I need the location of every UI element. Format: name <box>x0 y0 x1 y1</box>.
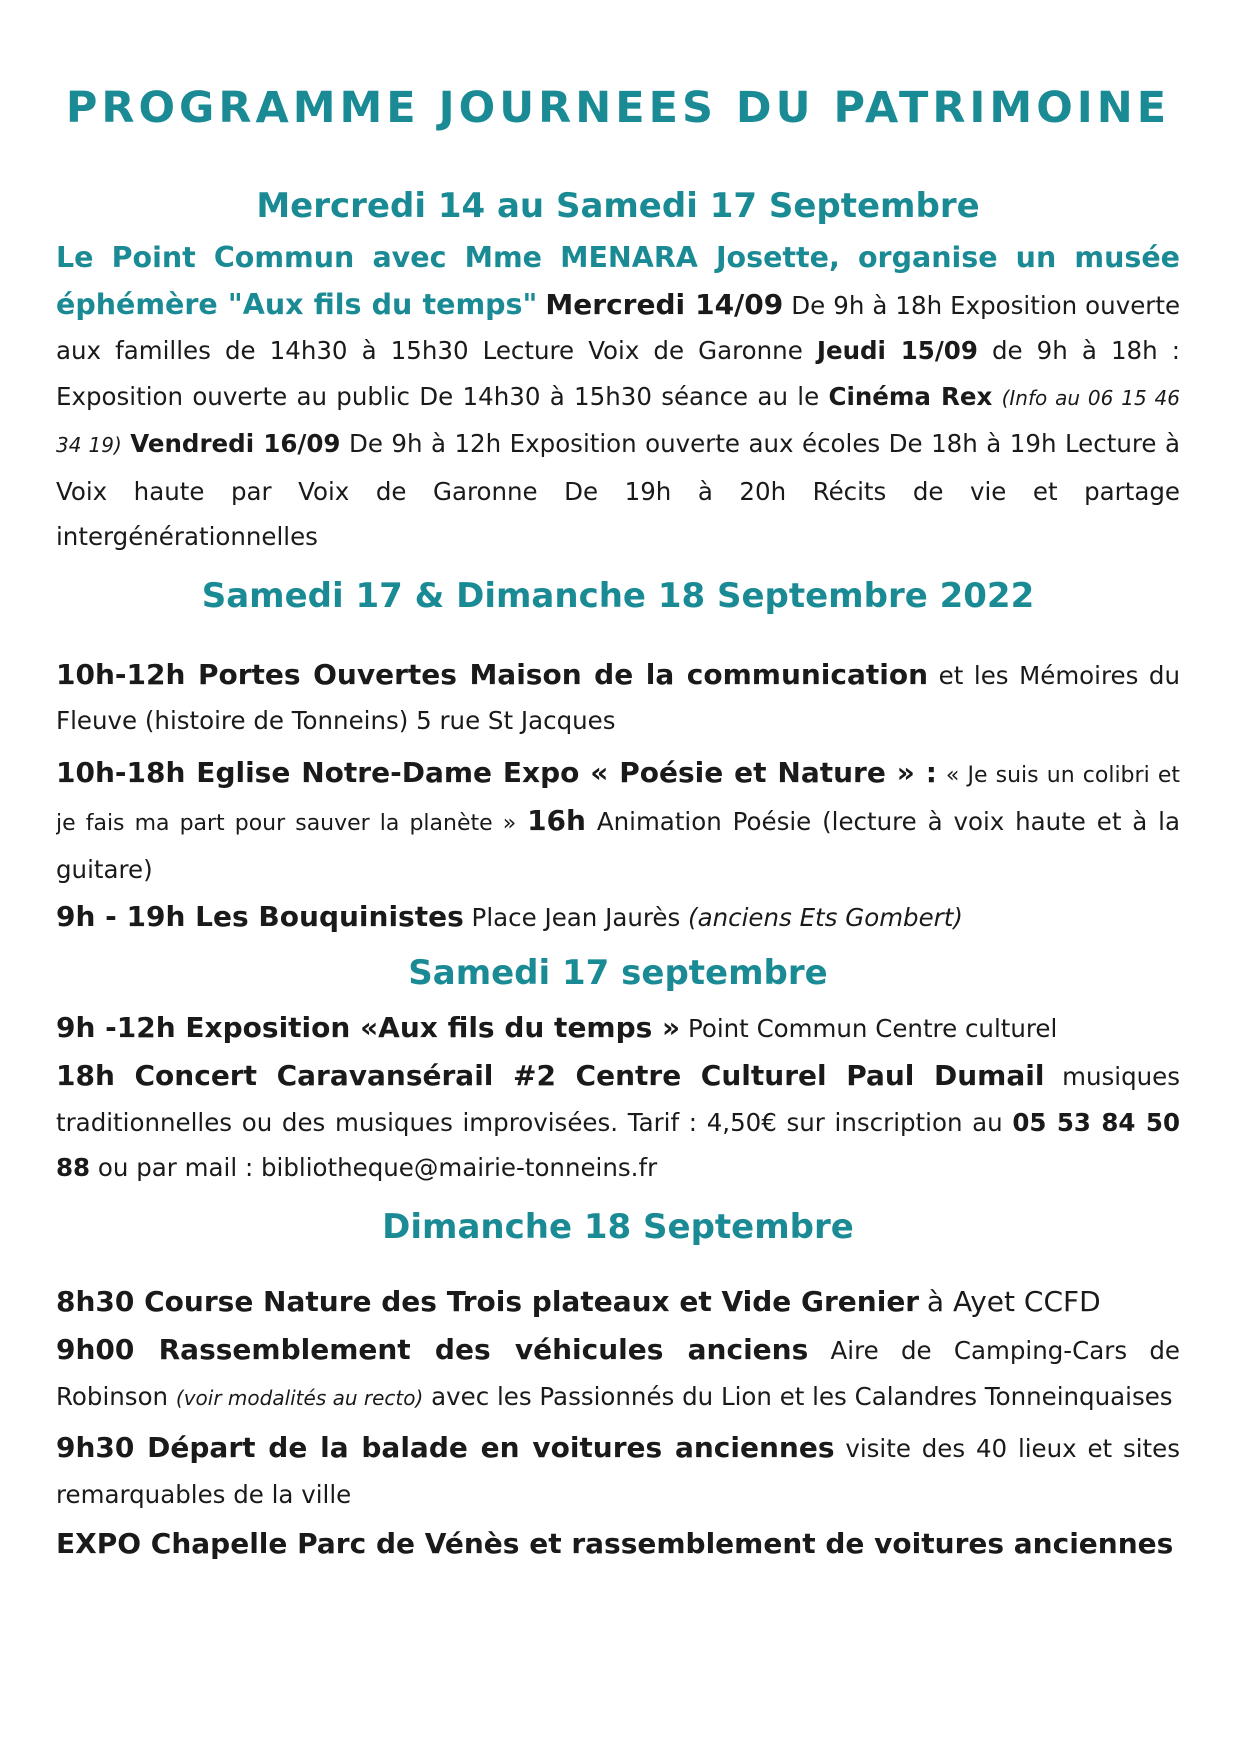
event-title: 18h Concert Caravansérail #2 Centre Culturel Paul Dumail <box>56 1059 1045 1092</box>
cinema-name: Cinéma Rex <box>828 381 993 411</box>
event-balade <box>56 1425 1180 1517</box>
event-details: et les Mémoires du Fleuve (histoire de Tonneins) 5 rue St Jacques <box>56 660 1180 735</box>
event-location: à Ayet CCFD <box>926 1284 1101 1318</box>
event-time: 16h <box>527 804 586 837</box>
thursday-label: Jeudi 15/09 <box>816 336 978 365</box>
event-rassemblement <box>56 1327 1180 1421</box>
event-concert <box>56 1053 1180 1191</box>
section-heading-mercredi-samedi: Mercredi 14 au Samedi 17 Septembre <box>256 186 980 226</box>
event-note: (voir modalités au recto) <box>175 1385 424 1410</box>
event-details: avec les Passionnés du Lion et les Calandres Tonneinquaises <box>431 1381 1173 1411</box>
event-exposition <box>56 1005 1180 1052</box>
event-title: 9h00 Rassemblement des véhicules anciens <box>56 1333 809 1366</box>
event-portes-ouvertes <box>56 652 1180 744</box>
wednesday-text: De 9h à 18h Exposition ouverte aux familles de 14h30 à 15h30 Lecture Voix de Garonne <box>56 290 1180 365</box>
event-bouquinistes <box>56 894 1180 941</box>
event-title: 9h - 19h Les Bouquinistes <box>56 900 464 933</box>
event-eglise-expo <box>56 750 1180 893</box>
mail-text: ou par mail <box>97 1153 238 1182</box>
event-title: 10h-12h Portes Ouvertes Maison de la communication <box>56 657 929 691</box>
musee-ephemere-paragraph <box>56 235 1180 560</box>
section-heading-samedi: Samedi 17 septembre <box>408 952 828 993</box>
info-phone: (Info au 06 15 46 34 19) <box>56 385 1180 457</box>
event-expo-chapelle <box>56 1521 1180 1568</box>
event-title: EXPO Chapelle Parc de Vénès et rassemblement de voitures anciennes <box>56 1527 1174 1560</box>
event-course-nature <box>56 1279 1180 1326</box>
event-location: Place Jean Jaurès <box>471 903 681 932</box>
section-heading-dimanche: Dimanche 18 Septembre <box>382 1206 854 1247</box>
event-quote: « Je suis un colibri et je fais ma part pour sauver la planète » <box>56 762 1180 836</box>
email-address: : bibliotheque@mairie-tonneins.fr <box>244 1153 658 1182</box>
event-title: 10h-18h Eglise Notre-Dame Expo « Poésie et Nature » : <box>56 755 937 789</box>
event-note: (anciens Ets Gombert) <box>688 903 963 932</box>
page-title: PROGRAMME JOURNEES DU PATRIMOINE <box>65 83 1171 133</box>
wednesday-label: Mercredi 14/09 <box>545 287 784 321</box>
friday-label: Vendredi 16/09 <box>130 429 341 458</box>
thursday-text: de 9h à 18h : Exposition ouverte au public De 14h30 à 15h30 séance au le <box>56 336 1180 411</box>
friday-text: De 9h à 12h Exposition ouverte aux écoles De 18h à 19h Lecture à Voix haute par Voix de Garonne De 19h à 20h Récits de vie et partage intergénérationnelles <box>56 429 1180 551</box>
event-title: 9h -12h Exposition «Aux fils du temps » <box>56 1010 681 1044</box>
event-details: visite des 40 lieux et sites remarquables de la ville <box>56 1434 1180 1509</box>
event-title: 8h30 Course Nature des Trois plateaux et Vide Grenier <box>56 1284 920 1318</box>
event-title: 9h30 Départ de la balade en voitures anciennes <box>56 1431 835 1464</box>
event-details: musiques traditionnelles ou des musiques improvisées. Tarif : 4,50€ sur inscription au <box>56 1062 1180 1137</box>
section-heading-weekend: Samedi 17 & Dimanche 18 Septembre 2022 <box>201 575 1035 616</box>
event-location: Aire de Camping-Cars de Robinson <box>56 1336 1180 1411</box>
phone-number: 05 53 84 50 88 <box>56 1107 1180 1182</box>
musee-intro: Le Point Commun avec Mme MENARA Josette, organise un musée éphémère "Aux fils du temps" <box>56 241 1180 321</box>
event-location: Point Commun Centre culturel <box>687 1013 1058 1043</box>
flyer-page <box>56 60 1180 1730</box>
event-details: Animation Poésie (lecture à voix haute et à la guitare) <box>56 807 1180 884</box>
